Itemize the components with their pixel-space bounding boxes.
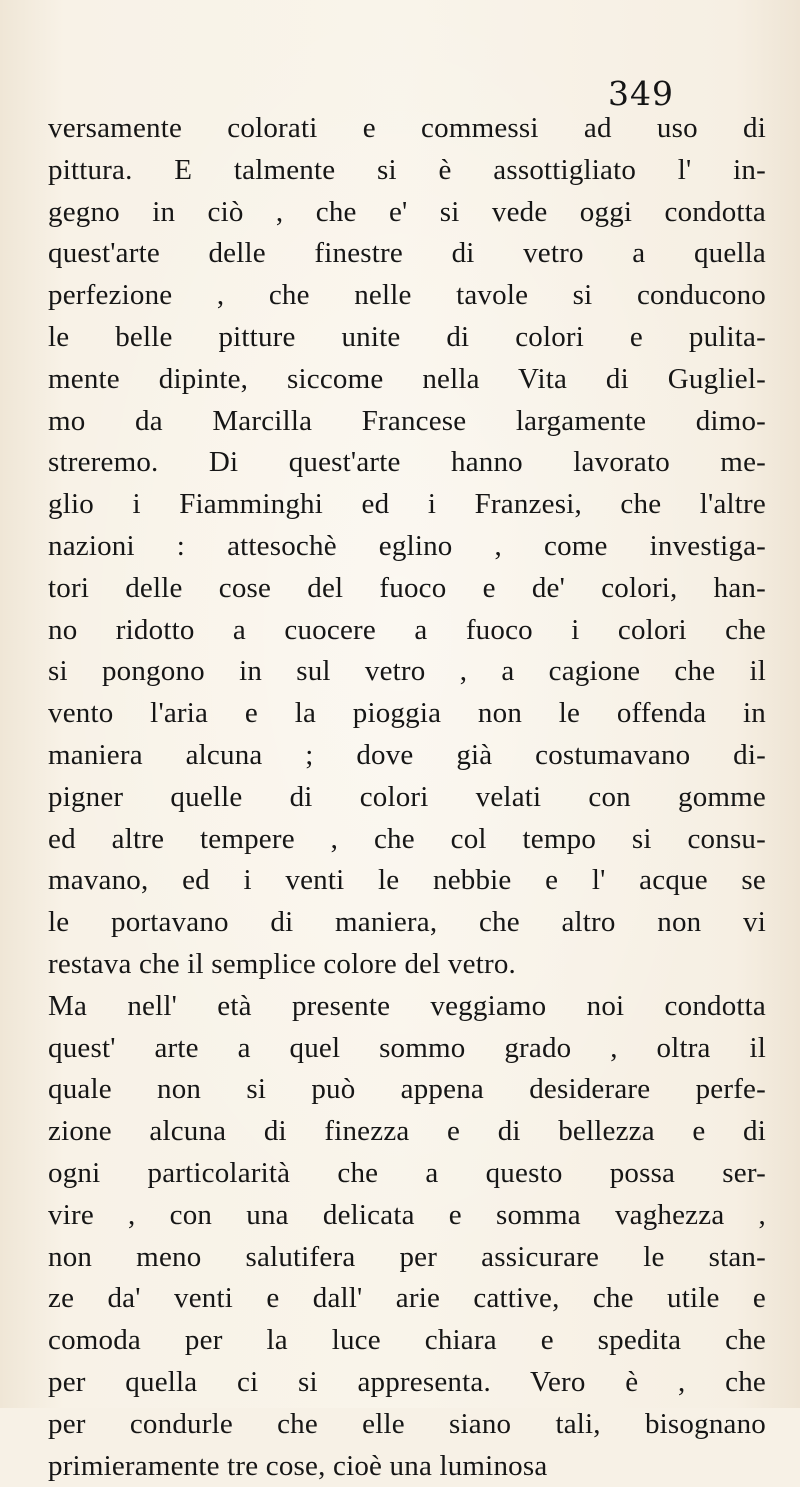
text-line: Ma nell' età presente veggiamo noi condotta (48, 986, 766, 1028)
text-line: tori delle cose del fuoco e de' colori, han- (48, 568, 766, 610)
page-number: 349 (608, 74, 674, 113)
text-line: ogni particolarità che a questo possa ser- (48, 1153, 766, 1195)
text-line: pigner quelle di colori velati con gomme (48, 777, 766, 819)
text-line: per condurle che elle siano tali, bisognano (48, 1404, 766, 1446)
text-line: versamente colorati e commessi ad uso di (48, 108, 766, 150)
text-line: mente dipinte, siccome nella Vita di Gugliel- (48, 359, 766, 401)
text-line: le belle pitture unite di colori e pulita- (48, 317, 766, 359)
text-line: non meno salutifera per assicurare le stan- (48, 1237, 766, 1279)
text-line: si pongono in sul vetro , a cagione che il (48, 651, 766, 693)
body-text (48, 108, 766, 1487)
text-line: vento l'aria e la pioggia non le offenda in (48, 693, 766, 735)
text-line: perfezione , che nelle tavole si conducono (48, 275, 766, 317)
text-line: primieramente tre cose, cioè una luminosa (48, 1446, 766, 1487)
text-line: ed altre tempere , che col tempo si consu- (48, 819, 766, 861)
text-line: ze da' venti e dall' arie cattive, che utile e (48, 1278, 766, 1320)
text-line: restava che il semplice colore del vetro. (48, 944, 766, 986)
text-line: quest'arte delle finestre di vetro a quella (48, 233, 766, 275)
text-line: mo da Marcilla Francese largamente dimo- (48, 401, 766, 443)
text-line: glio i Fiamminghi ed i Franzesi, che l'altre (48, 484, 766, 526)
text-line: gegno in ciò , che e' si vede oggi condotta (48, 192, 766, 234)
text-line: le portavano di maniera, che altro non vi (48, 902, 766, 944)
text-line: no ridotto a cuocere a fuoco i colori che (48, 610, 766, 652)
text-line: quest' arte a quel sommo grado , oltra il (48, 1028, 766, 1070)
text-line: streremo. Di quest'arte hanno lavorato me- (48, 442, 766, 484)
text-line: per quella ci si appresenta. Vero è , che (48, 1362, 766, 1404)
text-line: comoda per la luce chiara e spedita che (48, 1320, 766, 1362)
text-line: maniera alcuna ; dove già costumavano di- (48, 735, 766, 777)
text-line: mavano, ed i venti le nebbie e l' acque se (48, 860, 766, 902)
text-line: vire , con una delicata e somma vaghezza , (48, 1195, 766, 1237)
text-line: pittura. E talmente si è assottigliato l' in- (48, 150, 766, 192)
text-line: nazioni : attesochè eglino , come investiga- (48, 526, 766, 568)
text-line: quale non si può appena desiderare perfe- (48, 1069, 766, 1111)
text-line: zione alcuna di finezza e di bellezza e di (48, 1111, 766, 1153)
